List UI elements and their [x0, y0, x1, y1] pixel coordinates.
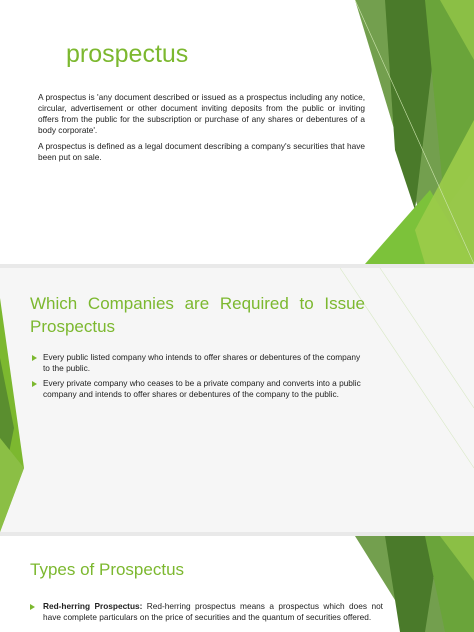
slide-types-of-prospectus — [0, 536, 474, 632]
definition-paragraph-2: A prospectus is defined as a legal document describing a company's securities that have been put on sale. — [38, 141, 365, 162]
slide-title: prospectus — [66, 40, 189, 68]
green-facets-decoration — [355, 0, 474, 264]
slide-prospectus — [0, 0, 474, 264]
slide-title: Which Companies are Required to Issue Prospectus — [30, 294, 365, 336]
bullet-arrow-icon — [32, 381, 37, 387]
bullet-arrow-icon — [30, 604, 35, 610]
bullet-item — [43, 601, 383, 623]
bullet-label: Red-herring Prospectus: — [43, 601, 143, 611]
definition-paragraph: A prospectus is 'any document described or issued as a prospectus including any notice, circular, advertisement or other document inviting deposits from the public or inviting offers from the public for the subscription or purchase of any shares or debentures of a body corporate'. — [38, 92, 365, 135]
left-green-wedge-decoration — [0, 268, 30, 532]
bullet-item: Every private company who ceases to be a private company and converts into a public company and intends to offer shares or debentures of the company to the public. — [43, 378, 361, 399]
bullet-body: Red-herring prospectus means a prospectus which does not have complete particulars on the price of securities and the quantum of securities offered. — [43, 601, 383, 622]
bullet-item: Every public listed company who intends to offer shares or debentures of the company to the public. — [43, 352, 361, 373]
slide-which-companies — [0, 268, 474, 532]
slide-title: Types of Prospectus — [30, 560, 185, 579]
bullet-arrow-icon — [32, 355, 37, 361]
